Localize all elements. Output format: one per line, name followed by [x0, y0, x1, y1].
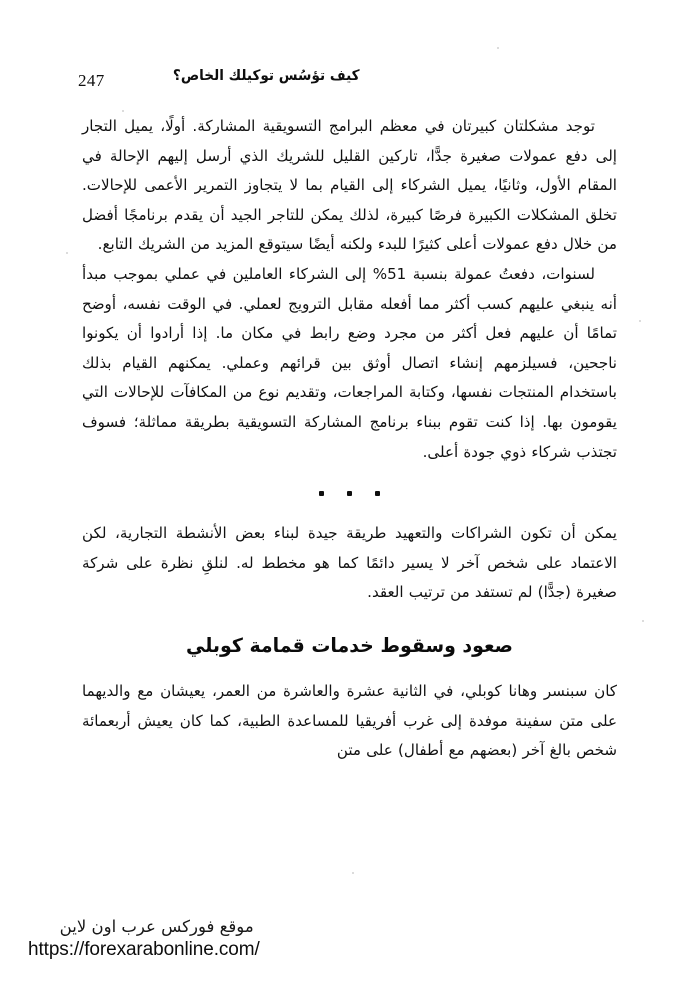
scan-speck: [639, 320, 641, 322]
scan-speck: [497, 47, 499, 49]
watermark-site-name: موقع فوركس عرب اون لاين: [59, 917, 254, 936]
section-heading: صعود وسقوط خدمات قمامة كوبلي: [186, 633, 513, 657]
scan-speck: [352, 872, 354, 874]
text-block: [82, 112, 617, 766]
divider-dot-icon: [347, 491, 352, 496]
paragraph: يمكن أن تكون الشراكات والتعهيد طريقة جيدة لبناء بعض الأنشطة التجارية، لكن الاعتماد على شخص آخر لا يسير دائمًا كما هو مخطط له. لنلقِ نظرة على شركة صغيرة (جدًّا) لم تستفد من ترتيب العقد.: [82, 524, 617, 602]
running-head-title: كيف تؤسُس توكيلك الخاص؟: [173, 68, 360, 84]
divider-dot-icon: [375, 491, 380, 496]
running-head: [0, 68, 699, 96]
scan-speck: [642, 620, 644, 622]
scan-speck: [66, 252, 68, 254]
paragraph: توجد مشكلتان كبيرتان في معظم البرامج التسويقية المشاركة. أولًا، يميل التجار إلى دفع عمولات صغيرة جدًّا، تاركين القليل للشريك الذي أرسل إليهم الإحالة في المقام الأول، وثانيًا، يميل الشركاء إلى القيام بما لا يتجاوز التمرير الأعمى للإحالات. تخلق المشكلات الكبيرة فرصًا كبيرة، لذلك يمكن للتاجر الجيد أن يقدم برنامجًا أفضل من خلال دفع عمولات أعلى كثيرًا للبدء ولكنه أيضًا سيتوقع المزيد من الشريك التابع.: [82, 117, 617, 254]
section-divider: [82, 483, 617, 501]
watermark-url: https://forexarabonline.com/: [28, 939, 260, 960]
paragraph: لسنوات، دفعتُ عمولة بنسبة 51% إلى الشركاء العاملين في عملي بموجب مبدأ أنه ينبغي عليهم كسب أكثر مما أفعله مقابل الترويج لعملي. في الوقت نفسه، أوضح تمامًا أن عليهم فعل أكثر من مجرد وضع رابط في مكان ما. إذا أرادوا أن يكونوا ناجحين، فسيلزمهم إنشاء اتصال أوثق بين قرائهم وعملي. يمكنهم القيام بذلك باستخدام المنتجات نفسها، وكتابة المراجعات، وتقديم نوع من المكافآت للإحالات التي يقومون بها. إذا كنت تقوم ببناء برنامج المشاركة التسويقية بطريقة مماثلة؛ فسوف تجتذب شركاء ذوي جودة أعلى.: [82, 264, 617, 461]
page-number: 247: [78, 71, 105, 90]
divider-dot-icon: [319, 491, 324, 496]
paragraph: كان سبنسر وهانا كوبلي، في الثانية عشرة والعاشرة من العمر، يعيشان مع والديهما على متن سفينة موفدة إلى غرب أفريقيا للمساعدة الطبية، كما كان يعيش أربعمائة شخص بالغ آخر (بعضهم مع أطفال) على متن: [82, 681, 617, 760]
watermark: [28, 916, 260, 962]
